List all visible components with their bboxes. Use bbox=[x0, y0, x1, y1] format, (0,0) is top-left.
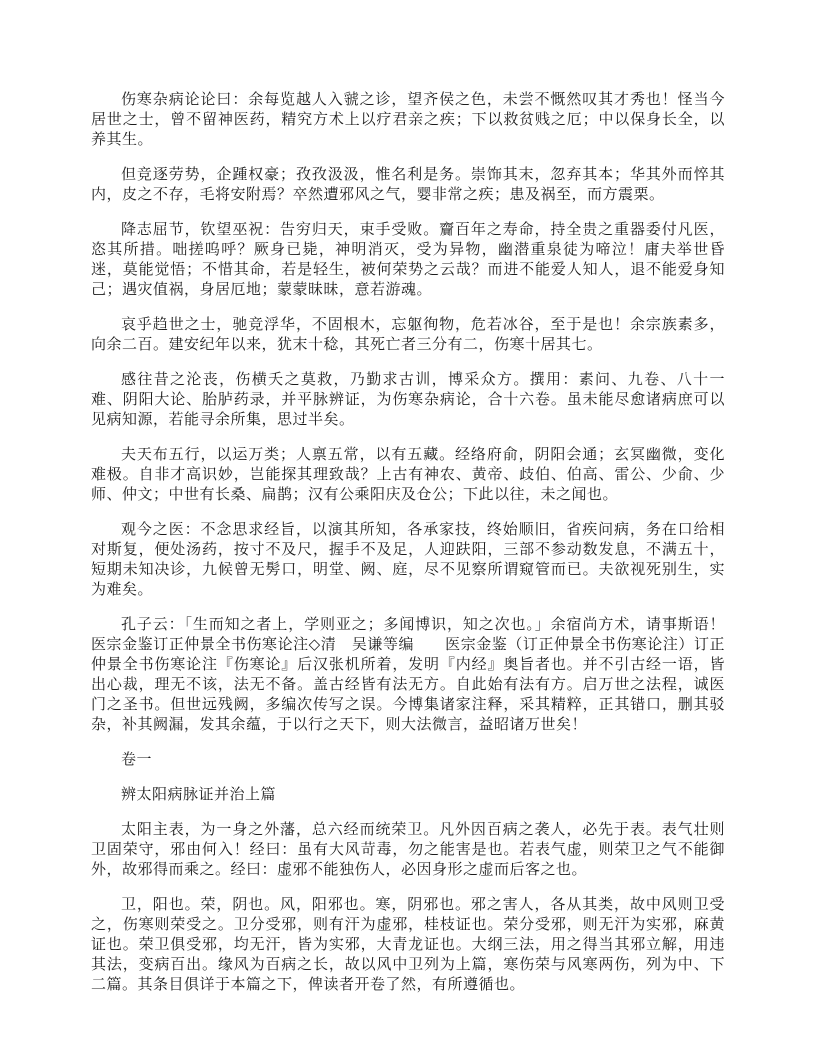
paragraph-preface-2: 但竞逐劳势，企踵权豪；孜孜汲汲，惟名利是务。崇饰其末，忽弃其本；华其外而悴其内，皮之不存，毛将安附焉？卒然遭邪风之气，婴非常之疾；患及祸至，而方震栗。 bbox=[91, 167, 725, 203]
paragraph-taiyang-2: 卫，阳也。荣，阴也。风，阳邪也。寒，阴邪也。邪之害人，各从其类，故中风则卫受之，伤寒则荣受之。卫分受邪，则有汗为虚邪，桂枝证也。荣分受邪，则无汗为实邪，麻黄证也。荣卫俱受邪，均无汗，皆为实邪，大青龙证也。大纲三法，用之得当其邪立解，用违其法，变病百出。缘风为百病之长，故以风中卫列为上篇，寒伤荣与风寒两伤，列为中、下二篇。其条目俱详于本篇之下，俾读者开卷了然，有所遵循也。 bbox=[91, 897, 725, 993]
paragraph-taiyang-1: 太阳主表，为一身之外藩，总六经而统荣卫。凡外因百病之袭人，必先于表。表气壮则卫固荣守，邪由何入！经曰：虽有大风苛毒，勿之能害是也。若表气虚，则荣卫之气不能御外，故邪得而乘之。经曰：虚邪不能独伤人，必因身形之虚而后客之也。 bbox=[91, 822, 725, 878]
paragraph-preface-1: 伤寒杂病论论曰：余每览越人入虢之诊，望齐侯之色，未尝不慨然叹其才秀也！怪当今居世之士，曾不留神医药，精究方术上以疗君亲之疾；下以救贫贱之厄；中以保身长全，以养其生。 bbox=[91, 92, 725, 148]
paragraph-preface-5: 感往昔之沦丧，伤横夭之莫救，乃勤求古训，博采众方。撰用：素问、九卷、八十一难、阴阳大论、胎胪药录，并平脉辨证，为伤寒杂病论，合十六卷。虽未能尽愈诸病庶可以见病知源，若能寻余所集，思过半矣。 bbox=[91, 372, 725, 428]
paragraph-preface-8: 孔子云：「生而知之者上，学则亚之；多闻博识，知之次也。」余宿尚方术，请事斯语！医宗金鉴订正仲景全书伤寒论注◇清 吴谦等编 医宗金鉴（订正仲景全书伤寒论注）订正仲景全书伤寒论注『伤寒论』后汉张机所着，发明『内经』奥旨者也。并不引古经一语，皆出心裁，理无不该，法无不备。盖古经皆有法无方。自此始有法有方。启万世之法程，诚医门之圣书。但世远残阙，多编次传写之误。今博集诸家注释，采其精粹，正其错口，删其驳杂，补其阙漏，发其余蕴，于以行之天下，则大法微言，益昭诸万世矣！ bbox=[91, 617, 725, 733]
paragraph-preface-3: 降志屈节，钦望巫祝：告穷归天，束手受败。齎百年之寿命，持全贵之重器委付凡医，恣其所措。咄搓呜呼？厥身已毙，神明消灭，受为异物，幽潜重泉徒为啼泣！庸夫举世昏迷，莫能觉悟；不惜其命，若是轻生，被何荣势之云哉？而进不能爱人知人，退不能爱身知己；遇灾值祸，身居厄地；蒙蒙昧昧，意若游魂。 bbox=[91, 222, 725, 298]
document-text-body bbox=[91, 90, 725, 995]
paragraph-preface-4: 哀乎趋世之士，驰竞浮华，不固根木，忘躯徇物，危若冰谷，至于是也！余宗族素多，向余二百。建安纪年以来，犹末十稔，其死亡者三分有二，伤寒十居其七。 bbox=[91, 317, 725, 353]
paragraph-preface-6: 夫天布五行，以运万类；人禀五常，以有五藏。经络府俞，阴阳会通；玄冥幽微，变化难极。自非才高识妙，岂能探其理致哉？上古有神农、黄帝、歧伯、伯高、雷公、少俞、少师、仲文；中世有长桑、扁鹊；汉有公乘阳庆及仓公；下此以往，未之闻也。 bbox=[91, 447, 725, 503]
volume-heading: 卷一 bbox=[121, 752, 153, 768]
paragraph-preface-7: 观今之医：不念思求经旨，以演其所知，各承家技，终始顺旧，省疾问病，务在口给相对斯复，便处汤药，按寸不及尺，握手不及足，人迎趺阳，三部不参动数发息，不满五十，短期未知决诊，九候曾无髣口，明堂、阙、庭，尽不见察所谓窥管而已。夫欲视死别生，实为难矣。 bbox=[91, 522, 725, 598]
chapter-heading: 辨太阳病脉证并治上篇 bbox=[121, 787, 277, 803]
